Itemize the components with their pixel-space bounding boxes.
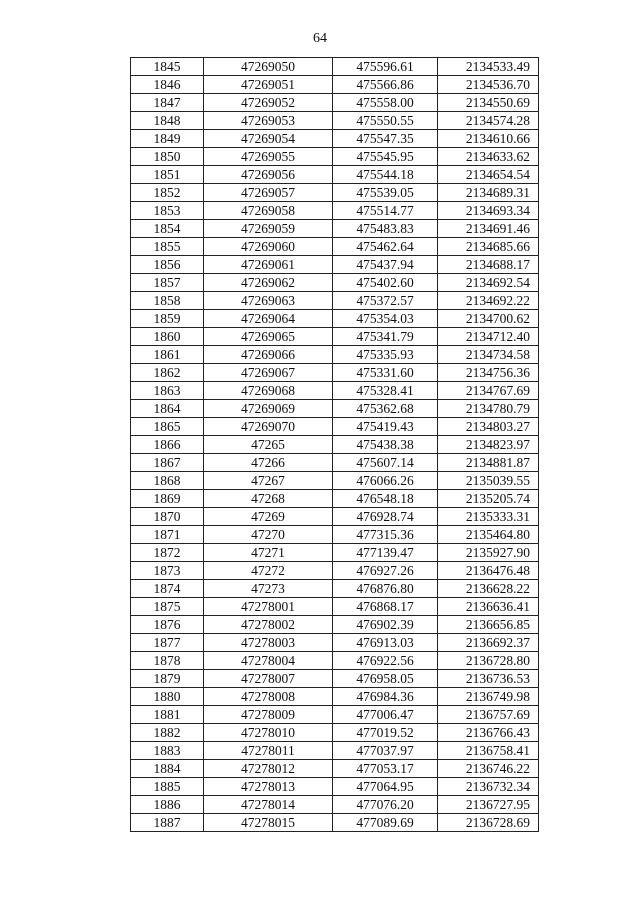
table-row	[131, 688, 539, 706]
point-number-cell: 1886	[131, 796, 204, 814]
point-number-cell: 1885	[131, 778, 204, 796]
point-id-cell: 47269059	[204, 220, 333, 238]
x-coordinate-cell: 476984.36	[333, 688, 438, 706]
y-coordinate-cell: 2136766.43	[438, 724, 539, 742]
point-id-cell: 47269060	[204, 238, 333, 256]
y-coordinate-cell: 2136476.48	[438, 562, 539, 580]
x-coordinate-cell: 476066.26	[333, 472, 438, 490]
x-coordinate-cell: 477139.47	[333, 544, 438, 562]
point-number-cell: 1874	[131, 580, 204, 598]
y-coordinate-cell: 2136736.53	[438, 670, 539, 688]
point-number-cell: 1869	[131, 490, 204, 508]
point-number-cell: 1883	[131, 742, 204, 760]
y-coordinate-cell: 2136749.98	[438, 688, 539, 706]
y-coordinate-cell: 2134654.54	[438, 166, 539, 184]
point-id-cell: 47271	[204, 544, 333, 562]
x-coordinate-cell: 475341.79	[333, 328, 438, 346]
table-row	[131, 526, 539, 544]
x-coordinate-cell: 476868.17	[333, 598, 438, 616]
point-number-cell: 1864	[131, 400, 204, 418]
x-coordinate-cell: 476913.03	[333, 634, 438, 652]
table-row	[131, 328, 539, 346]
table-row	[131, 760, 539, 778]
point-number-cell: 1866	[131, 436, 204, 454]
x-coordinate-cell: 476958.05	[333, 670, 438, 688]
table-row	[131, 472, 539, 490]
table-row	[131, 238, 539, 256]
x-coordinate-cell: 477037.97	[333, 742, 438, 760]
y-coordinate-cell: 2134691.46	[438, 220, 539, 238]
point-id-cell: 47269056	[204, 166, 333, 184]
point-id-cell: 47269063	[204, 292, 333, 310]
table-row	[131, 706, 539, 724]
table-row	[131, 778, 539, 796]
point-id-cell: 47269066	[204, 346, 333, 364]
point-number-cell: 1860	[131, 328, 204, 346]
y-coordinate-cell: 2134550.69	[438, 94, 539, 112]
point-number-cell: 1853	[131, 202, 204, 220]
x-coordinate-cell: 476876.80	[333, 580, 438, 598]
y-coordinate-cell: 2134610.66	[438, 130, 539, 148]
table-row	[131, 220, 539, 238]
table-body	[131, 58, 539, 832]
table-row	[131, 148, 539, 166]
table-row	[131, 562, 539, 580]
point-number-cell: 1887	[131, 814, 204, 832]
point-number-cell: 1847	[131, 94, 204, 112]
y-coordinate-cell: 2134685.66	[438, 238, 539, 256]
x-coordinate-cell: 476922.56	[333, 652, 438, 670]
point-number-cell: 1849	[131, 130, 204, 148]
point-id-cell: 47269050	[204, 58, 333, 76]
x-coordinate-cell: 476928.74	[333, 508, 438, 526]
table-row	[131, 76, 539, 94]
x-coordinate-cell: 475544.18	[333, 166, 438, 184]
y-coordinate-cell: 2134756.36	[438, 364, 539, 382]
point-number-cell: 1855	[131, 238, 204, 256]
table-row	[131, 724, 539, 742]
point-number-cell: 1851	[131, 166, 204, 184]
point-number-cell: 1868	[131, 472, 204, 490]
y-coordinate-cell: 2136727.95	[438, 796, 539, 814]
point-number-cell: 1882	[131, 724, 204, 742]
x-coordinate-cell: 475372.57	[333, 292, 438, 310]
table-row	[131, 508, 539, 526]
point-id-cell: 47269052	[204, 94, 333, 112]
point-id-cell: 47273	[204, 580, 333, 598]
point-number-cell: 1876	[131, 616, 204, 634]
table-row	[131, 634, 539, 652]
table-row	[131, 346, 539, 364]
x-coordinate-cell: 477053.17	[333, 760, 438, 778]
x-coordinate-cell: 475566.86	[333, 76, 438, 94]
point-id-cell: 47278004	[204, 652, 333, 670]
point-id-cell: 47269057	[204, 184, 333, 202]
point-id-cell: 47278001	[204, 598, 333, 616]
table-row	[131, 364, 539, 382]
point-id-cell: 47269069	[204, 400, 333, 418]
table-row	[131, 616, 539, 634]
table-row	[131, 112, 539, 130]
y-coordinate-cell: 2135039.55	[438, 472, 539, 490]
y-coordinate-cell: 2134780.79	[438, 400, 539, 418]
point-number-cell: 1848	[131, 112, 204, 130]
y-coordinate-cell: 2134823.97	[438, 436, 539, 454]
table-row	[131, 382, 539, 400]
x-coordinate-cell: 477315.36	[333, 526, 438, 544]
y-coordinate-cell: 2134712.40	[438, 328, 539, 346]
table-row	[131, 292, 539, 310]
table-row	[131, 274, 539, 292]
y-coordinate-cell: 2134693.34	[438, 202, 539, 220]
x-coordinate-cell: 475437.94	[333, 256, 438, 274]
point-number-cell: 1875	[131, 598, 204, 616]
point-number-cell: 1873	[131, 562, 204, 580]
point-id-cell: 47269067	[204, 364, 333, 382]
table-row	[131, 256, 539, 274]
y-coordinate-cell: 2135927.90	[438, 544, 539, 562]
page-number: 64	[313, 31, 327, 46]
point-id-cell: 47278010	[204, 724, 333, 742]
x-coordinate-cell: 475483.83	[333, 220, 438, 238]
point-id-cell: 47278008	[204, 688, 333, 706]
y-coordinate-cell: 2134574.28	[438, 112, 539, 130]
point-number-cell: 1845	[131, 58, 204, 76]
point-id-cell: 47269064	[204, 310, 333, 328]
x-coordinate-cell: 475354.03	[333, 310, 438, 328]
table-row	[131, 418, 539, 436]
point-number-cell: 1872	[131, 544, 204, 562]
point-id-cell: 47272	[204, 562, 333, 580]
x-coordinate-cell: 476902.39	[333, 616, 438, 634]
point-id-cell: 47269	[204, 508, 333, 526]
point-id-cell: 47269051	[204, 76, 333, 94]
point-id-cell: 47269068	[204, 382, 333, 400]
point-id-cell: 47278015	[204, 814, 333, 832]
y-coordinate-cell: 2135333.31	[438, 508, 539, 526]
coordinates-table	[130, 57, 539, 832]
x-coordinate-cell: 477006.47	[333, 706, 438, 724]
x-coordinate-cell: 477019.52	[333, 724, 438, 742]
point-number-cell: 1862	[131, 364, 204, 382]
x-coordinate-cell: 475328.41	[333, 382, 438, 400]
point-id-cell: 47266	[204, 454, 333, 472]
point-id-cell: 47278011	[204, 742, 333, 760]
y-coordinate-cell: 2136757.69	[438, 706, 539, 724]
point-id-cell: 47269055	[204, 148, 333, 166]
point-number-cell: 1858	[131, 292, 204, 310]
y-coordinate-cell: 2136692.37	[438, 634, 539, 652]
point-id-cell: 47278012	[204, 760, 333, 778]
y-coordinate-cell: 2134536.70	[438, 76, 539, 94]
y-coordinate-cell: 2134734.58	[438, 346, 539, 364]
x-coordinate-cell: 477089.69	[333, 814, 438, 832]
table-row	[131, 544, 539, 562]
y-coordinate-cell: 2136656.85	[438, 616, 539, 634]
point-id-cell: 47269058	[204, 202, 333, 220]
table-row	[131, 58, 539, 76]
x-coordinate-cell: 477064.95	[333, 778, 438, 796]
table-row	[131, 184, 539, 202]
point-id-cell: 47278003	[204, 634, 333, 652]
point-id-cell: 47278002	[204, 616, 333, 634]
x-coordinate-cell: 475438.38	[333, 436, 438, 454]
table-row	[131, 310, 539, 328]
y-coordinate-cell: 2136746.22	[438, 760, 539, 778]
table-row	[131, 814, 539, 832]
x-coordinate-cell: 475462.64	[333, 238, 438, 256]
point-id-cell: 47269062	[204, 274, 333, 292]
y-coordinate-cell: 2134692.54	[438, 274, 539, 292]
y-coordinate-cell: 2134692.22	[438, 292, 539, 310]
table-row	[131, 670, 539, 688]
point-number-cell: 1879	[131, 670, 204, 688]
x-coordinate-cell: 475419.43	[333, 418, 438, 436]
point-number-cell: 1865	[131, 418, 204, 436]
y-coordinate-cell: 2134803.27	[438, 418, 539, 436]
x-coordinate-cell: 475335.93	[333, 346, 438, 364]
table-row	[131, 130, 539, 148]
point-id-cell: 47269065	[204, 328, 333, 346]
table-row	[131, 94, 539, 112]
point-number-cell: 1871	[131, 526, 204, 544]
x-coordinate-cell: 475362.68	[333, 400, 438, 418]
x-coordinate-cell: 476927.26	[333, 562, 438, 580]
y-coordinate-cell: 2134688.17	[438, 256, 539, 274]
y-coordinate-cell: 2136636.41	[438, 598, 539, 616]
y-coordinate-cell: 2134700.62	[438, 310, 539, 328]
point-id-cell: 47269070	[204, 418, 333, 436]
y-coordinate-cell: 2134689.31	[438, 184, 539, 202]
point-number-cell: 1877	[131, 634, 204, 652]
point-id-cell: 47278007	[204, 670, 333, 688]
y-coordinate-cell: 2134767.69	[438, 382, 539, 400]
x-coordinate-cell: 475550.55	[333, 112, 438, 130]
point-id-cell: 47278014	[204, 796, 333, 814]
point-number-cell: 1878	[131, 652, 204, 670]
y-coordinate-cell: 2136728.80	[438, 652, 539, 670]
point-number-cell: 1846	[131, 76, 204, 94]
x-coordinate-cell: 475596.61	[333, 58, 438, 76]
x-coordinate-cell: 475545.95	[333, 148, 438, 166]
x-coordinate-cell: 475402.60	[333, 274, 438, 292]
point-number-cell: 1861	[131, 346, 204, 364]
x-coordinate-cell: 475607.14	[333, 454, 438, 472]
point-number-cell: 1884	[131, 760, 204, 778]
point-id-cell: 47265	[204, 436, 333, 454]
y-coordinate-cell: 2136732.34	[438, 778, 539, 796]
y-coordinate-cell: 2135464.80	[438, 526, 539, 544]
table-row	[131, 490, 539, 508]
point-number-cell: 1859	[131, 310, 204, 328]
point-number-cell: 1852	[131, 184, 204, 202]
x-coordinate-cell: 477076.20	[333, 796, 438, 814]
x-coordinate-cell: 475514.77	[333, 202, 438, 220]
point-number-cell: 1881	[131, 706, 204, 724]
x-coordinate-cell: 475547.35	[333, 130, 438, 148]
point-id-cell: 47269061	[204, 256, 333, 274]
point-number-cell: 1854	[131, 220, 204, 238]
table-row	[131, 742, 539, 760]
point-id-cell: 47269054	[204, 130, 333, 148]
point-id-cell: 47278013	[204, 778, 333, 796]
point-id-cell: 47270	[204, 526, 333, 544]
table-row	[131, 202, 539, 220]
y-coordinate-cell: 2134633.62	[438, 148, 539, 166]
table-row	[131, 166, 539, 184]
point-id-cell: 47278009	[204, 706, 333, 724]
point-number-cell: 1880	[131, 688, 204, 706]
table-row	[131, 454, 539, 472]
point-id-cell: 47269053	[204, 112, 333, 130]
point-id-cell: 47268	[204, 490, 333, 508]
y-coordinate-cell: 2136628.22	[438, 580, 539, 598]
point-number-cell: 1850	[131, 148, 204, 166]
x-coordinate-cell: 475539.05	[333, 184, 438, 202]
x-coordinate-cell: 475331.60	[333, 364, 438, 382]
point-number-cell: 1870	[131, 508, 204, 526]
point-number-cell: 1856	[131, 256, 204, 274]
point-id-cell: 47267	[204, 472, 333, 490]
table-row	[131, 580, 539, 598]
table-row	[131, 796, 539, 814]
table-row	[131, 598, 539, 616]
point-number-cell: 1867	[131, 454, 204, 472]
point-number-cell: 1863	[131, 382, 204, 400]
y-coordinate-cell: 2136758.41	[438, 742, 539, 760]
table-row	[131, 436, 539, 454]
y-coordinate-cell: 2134881.87	[438, 454, 539, 472]
x-coordinate-cell: 476548.18	[333, 490, 438, 508]
table-row	[131, 400, 539, 418]
x-coordinate-cell: 475558.00	[333, 94, 438, 112]
y-coordinate-cell: 2136728.69	[438, 814, 539, 832]
table-row	[131, 652, 539, 670]
point-number-cell: 1857	[131, 274, 204, 292]
y-coordinate-cell: 2135205.74	[438, 490, 539, 508]
y-coordinate-cell: 2134533.49	[438, 58, 539, 76]
